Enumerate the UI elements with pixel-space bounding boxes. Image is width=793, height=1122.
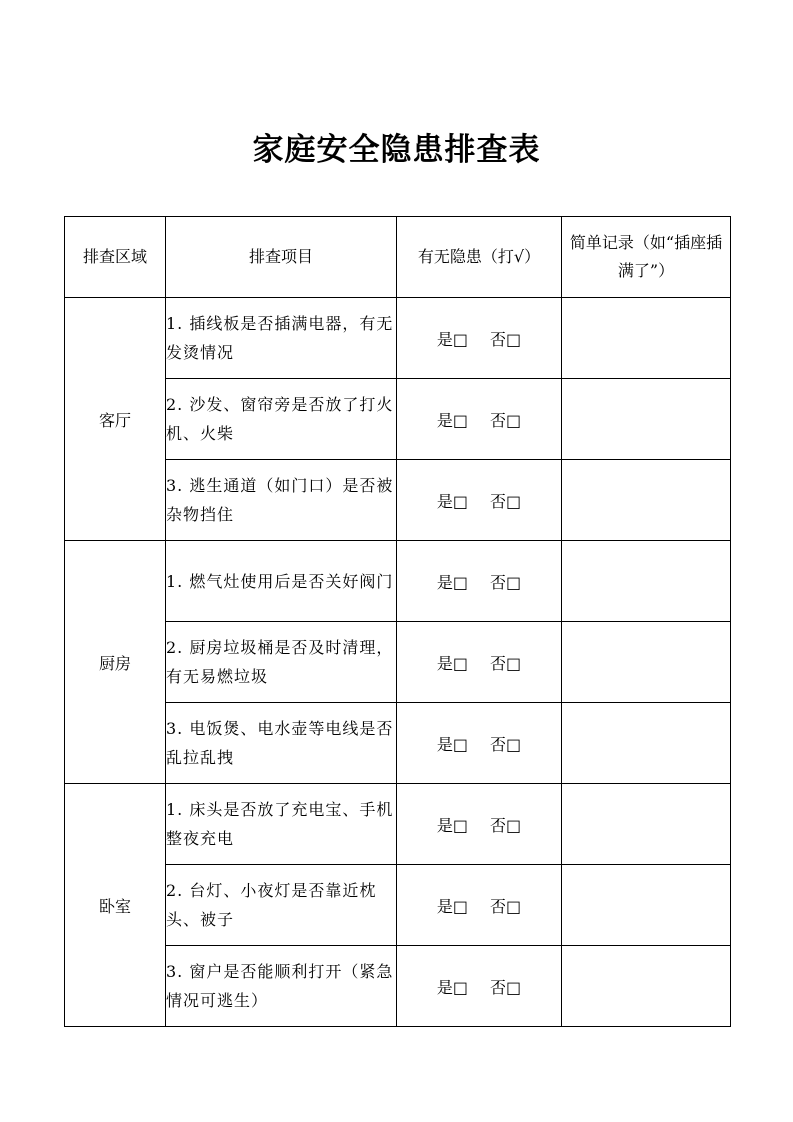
hazard-options (397, 784, 562, 865)
check-item: 1. 燃气灶使用后是否关好阀门 (166, 541, 397, 622)
yes-checkbox[interactable]: 是□ (436, 329, 468, 349)
table-row (65, 784, 731, 865)
check-item: 1. 插线板是否插满电器，有无发烫情况 (166, 298, 397, 379)
note-cell[interactable] (562, 379, 731, 460)
no-checkbox[interactable]: 否□ (490, 653, 522, 673)
table-row (65, 298, 731, 379)
hazard-options (397, 460, 562, 541)
area-living-room: 客厅 (65, 298, 166, 541)
table-row (65, 541, 731, 622)
yes-checkbox[interactable]: 是□ (436, 653, 468, 673)
area-bedroom: 卧室 (65, 784, 166, 1027)
check-item: 2. 沙发、窗帘旁是否放了打火机、火柴 (166, 379, 397, 460)
check-item: 3. 逃生通道（如门口）是否被杂物挡住 (166, 460, 397, 541)
yes-checkbox[interactable]: 是□ (436, 410, 468, 430)
yes-checkbox[interactable]: 是□ (436, 491, 468, 511)
no-checkbox[interactable]: 否□ (490, 410, 522, 430)
yes-checkbox[interactable]: 是□ (436, 734, 468, 754)
header-hazard: 有无隐患（打√） (397, 217, 562, 298)
header-area: 排查区域 (65, 217, 166, 298)
hazard-options (397, 946, 562, 1027)
no-checkbox[interactable]: 否□ (490, 734, 522, 754)
yes-checkbox[interactable]: 是□ (436, 977, 468, 997)
hazard-options (397, 703, 562, 784)
no-checkbox[interactable]: 否□ (490, 329, 522, 349)
check-item: 1. 床头是否放了充电宝、手机整夜充电 (166, 784, 397, 865)
no-checkbox[interactable]: 否□ (490, 896, 522, 916)
page-title: 家庭安全隐患排查表 (252, 132, 541, 168)
area-kitchen: 厨房 (65, 541, 166, 784)
note-cell[interactable] (562, 703, 731, 784)
yes-checkbox[interactable]: 是□ (436, 896, 468, 916)
hazard-options (397, 379, 562, 460)
note-cell[interactable] (562, 298, 731, 379)
header-note: 简单记录（如“插座插满了”） (562, 217, 731, 298)
note-cell[interactable] (562, 865, 731, 946)
note-cell[interactable] (562, 541, 731, 622)
hazard-options (397, 622, 562, 703)
yes-checkbox[interactable]: 是□ (436, 815, 468, 835)
safety-check-table (64, 216, 731, 1027)
no-checkbox[interactable]: 否□ (490, 815, 522, 835)
no-checkbox[interactable]: 否□ (490, 977, 522, 997)
hazard-options (397, 298, 562, 379)
check-item: 3. 电饭煲、电水壶等电线是否乱拉乱拽 (166, 703, 397, 784)
header-item: 排查项目 (166, 217, 397, 298)
check-item: 3. 窗户是否能顺利打开（紧急情况可逃生） (166, 946, 397, 1027)
note-cell[interactable] (562, 460, 731, 541)
note-cell[interactable] (562, 784, 731, 865)
yes-checkbox[interactable]: 是□ (436, 572, 468, 592)
check-item: 2. 台灯、小夜灯是否靠近枕头、被子 (166, 865, 397, 946)
note-cell[interactable] (562, 622, 731, 703)
no-checkbox[interactable]: 否□ (490, 491, 522, 511)
hazard-options (397, 541, 562, 622)
check-item: 2. 厨房垃圾桶是否及时清理，有无易燃垃圾 (166, 622, 397, 703)
note-cell[interactable] (562, 946, 731, 1027)
table-header-row (65, 217, 731, 298)
hazard-options (397, 865, 562, 946)
no-checkbox[interactable]: 否□ (490, 572, 522, 592)
